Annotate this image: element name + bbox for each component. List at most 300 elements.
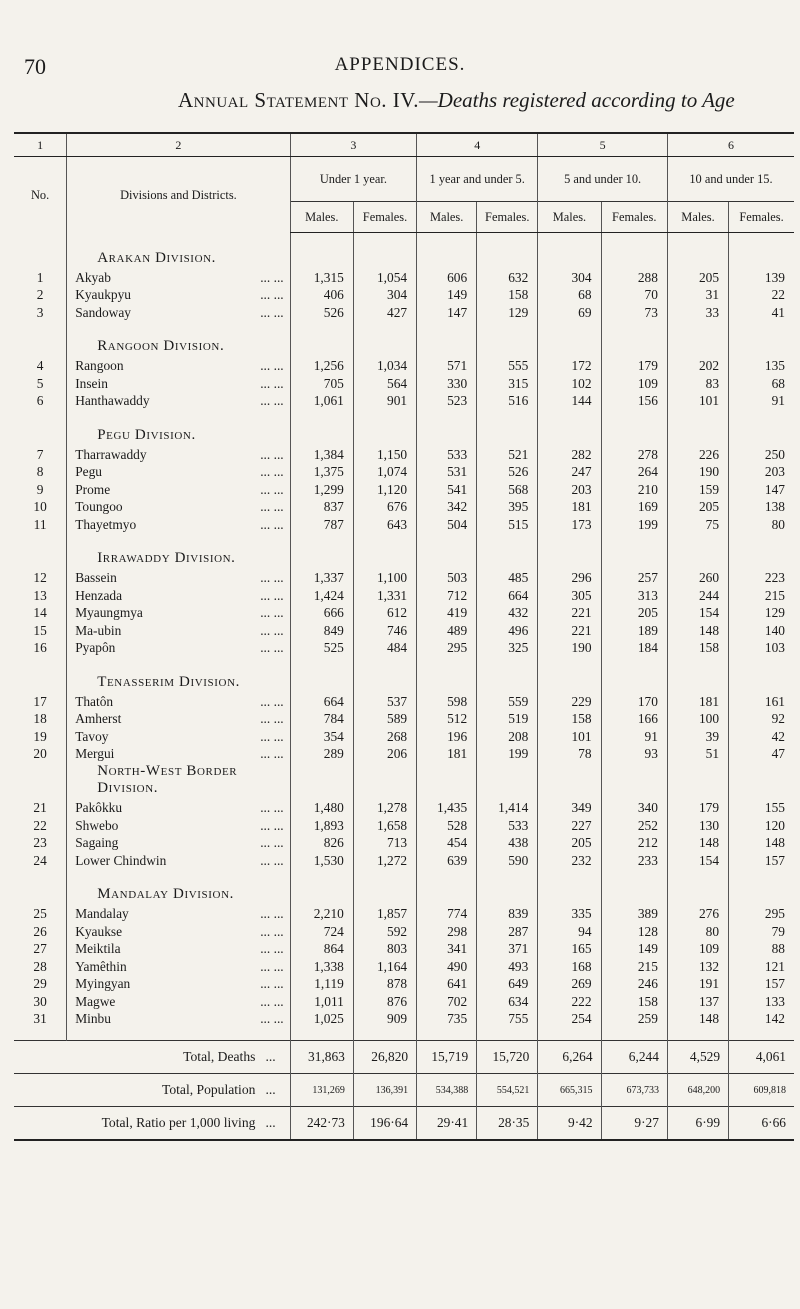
value-cell: 148 [667,622,728,640]
no-cell [14,534,67,570]
males-header: Males. [290,202,353,233]
value-cell: 181 [667,693,728,711]
district-name: Mergui [75,746,115,762]
value-cell: 713 [353,835,416,853]
value-cell: 130 [667,817,728,835]
empty-cell [14,1028,67,1041]
leader-dots-wrap [260,711,289,727]
value-cell: 1,893 [290,817,353,835]
total-value-cell: 665,315 [538,1074,601,1107]
district-row [14,852,794,870]
leader-dots: ... ... [260,711,284,727]
value-cell: 165 [538,941,601,959]
value-cell: 1,150 [353,446,416,464]
value-cell: 612 [353,605,416,623]
empty-cell [417,657,477,693]
value-cell: 592 [353,923,416,941]
total-value-cell: 673,733 [601,1074,667,1107]
district-name: Myingyan [75,976,131,992]
row-number: 22 [33,817,47,833]
value-cell: 252 [601,817,667,835]
value-cell: 489 [417,622,477,640]
row-number: 5 [36,375,44,391]
total-value-cell: 242·73 [290,1107,353,1141]
value-cell: 1,530 [290,852,353,870]
value-cell: 199 [601,516,667,534]
district-row [14,393,794,411]
district-name: Sandoway [75,304,131,320]
leader-dots: ... ... [260,693,284,709]
district-row [14,481,794,499]
leader-dots: ... [265,1115,276,1130]
division-name: Pegu Division. [67,410,290,446]
value-cell: 1,480 [290,800,353,818]
value-cell: 172 [538,358,601,376]
value-cell: 354 [290,728,353,746]
value-cell: 120 [729,817,794,835]
district-row [14,587,794,605]
value-cell: 94 [538,923,601,941]
value-cell: 664 [290,693,353,711]
district-cell [67,852,290,870]
value-cell: 349 [538,800,601,818]
district-cell [67,358,290,376]
value-cell: 282 [538,446,601,464]
value-cell: 269 [538,976,601,994]
value-cell: 68 [729,375,794,393]
value-cell: 158 [477,287,538,305]
district-name: Tavoy [75,728,109,744]
value-cell: 233 [601,852,667,870]
leader-dots-wrap [260,287,289,303]
empty-cell [290,534,353,570]
row-number: 16 [33,640,47,656]
running-head: APPENDICES. [334,54,466,75]
value-cell: 1,338 [290,958,353,976]
leader-dots-wrap [260,694,289,710]
total-value-cell: 15,719 [417,1041,477,1074]
empty-cell [290,1028,353,1041]
row-number: 15 [33,622,47,638]
value-cell: 909 [353,1011,416,1029]
district-name: Amherst [75,711,122,727]
district-row [14,499,794,517]
value-cell: 250 [729,446,794,464]
value-cell: 876 [353,993,416,1011]
leader-dots: ... ... [260,481,284,497]
row-number: 26 [33,923,47,939]
leader-dots-wrap [260,959,289,975]
empty-cell [538,1028,601,1041]
row-number: 19 [33,728,47,744]
row-number: 29 [33,976,47,992]
row-number: 12 [33,570,47,586]
empty-cell [477,410,538,446]
total-value-cell: 4,529 [667,1041,728,1074]
value-cell: 568 [477,481,538,499]
value-cell: 1,256 [290,358,353,376]
division-heading-row [14,233,794,270]
district-name: Henzada [75,587,123,603]
value-cell: 516 [477,393,538,411]
leader-dots-wrap [260,746,289,762]
empty-cell [538,322,601,358]
division-heading-row [14,657,794,693]
value-cell: 496 [477,622,538,640]
value-cell: 169 [601,499,667,517]
district-row [14,817,794,835]
females-header: Females. [601,202,667,233]
value-cell: 205 [538,835,601,853]
value-cell: 643 [353,516,416,534]
value-cell: 878 [353,976,416,994]
district-cell [67,570,290,588]
row-number: 8 [36,464,44,480]
district-row [14,693,794,711]
district-cell [67,304,290,322]
district-cell [67,640,290,658]
value-cell: 559 [477,693,538,711]
empty-cell [729,657,794,693]
value-cell: 79 [729,923,794,941]
value-cell: 157 [729,852,794,870]
leader-dots-wrap [260,924,289,940]
district-row [14,923,794,941]
empty-cell [601,657,667,693]
total-value-cell: 6·66 [729,1107,794,1141]
empty-cell [729,322,794,358]
district-row [14,358,794,376]
leader-dots: ... ... [260,304,284,320]
value-cell: 839 [477,906,538,924]
value-cell: 212 [601,835,667,853]
leader-dots-wrap [260,835,289,851]
total-value-cell: 9·42 [538,1107,601,1141]
value-cell: 70 [601,287,667,305]
value-cell: 371 [477,941,538,959]
no-cell [14,870,67,906]
total-value-cell: 136,391 [353,1074,416,1107]
leader-dots-wrap [260,853,289,869]
district-row [14,800,794,818]
value-cell: 179 [601,358,667,376]
value-cell: 158 [601,993,667,1011]
value-cell: 1,337 [290,570,353,588]
value-cell: 129 [477,304,538,322]
value-cell: 161 [729,693,794,711]
value-cell: 735 [417,1011,477,1029]
value-cell: 137 [667,993,728,1011]
value-cell: 139 [729,269,794,287]
value-cell: 191 [667,976,728,994]
no-header: No. [30,187,50,202]
value-cell: 1,278 [353,800,416,818]
column-number: 3 [290,133,416,157]
value-cell: 305 [538,587,601,605]
row-number: 25 [33,906,47,922]
value-cell: 244 [667,587,728,605]
leader-dots: ... ... [260,941,284,957]
value-cell: 159 [667,481,728,499]
row-number: 21 [33,800,47,816]
district-row [14,906,794,924]
value-cell: 75 [667,516,728,534]
empty-cell [667,233,728,270]
leader-dots: ... [265,1082,276,1097]
value-cell: 787 [290,516,353,534]
value-cell: 641 [417,976,477,994]
empty-cell [667,1028,728,1041]
spacer-row [14,1028,794,1041]
row-number: 14 [33,605,47,621]
district-cell [67,993,290,1011]
value-cell: 606 [417,269,477,287]
total-row [14,1107,794,1141]
value-cell: 296 [538,570,601,588]
value-cell: 1,164 [353,958,416,976]
leader-dots: ... ... [260,499,284,515]
value-cell: 849 [290,622,353,640]
value-cell: 158 [667,640,728,658]
females-header: Females. [353,202,416,233]
value-cell: 315 [477,375,538,393]
leader-dots-wrap [260,818,289,834]
value-cell: 503 [417,570,477,588]
district-cell [67,481,290,499]
district-row [14,941,794,959]
row-number: 23 [33,835,47,851]
value-cell: 144 [538,393,601,411]
value-cell: 803 [353,941,416,959]
leader-dots: ... ... [260,622,284,638]
empty-cell [538,233,601,270]
value-cell: 199 [477,746,538,764]
district-row [14,446,794,464]
value-cell: 41 [729,304,794,322]
value-cell: 170 [601,693,667,711]
empty-cell [601,870,667,906]
value-cell: 88 [729,941,794,959]
district-row [14,728,794,746]
row-number: 9 [36,481,44,497]
leader-dots-wrap [260,588,289,604]
value-cell: 490 [417,958,477,976]
value-cell: 837 [290,499,353,517]
leader-dots-wrap [260,358,289,374]
empty-cell [417,322,477,358]
empty-cell [667,870,728,906]
value-cell: 1,331 [353,587,416,605]
district-name: Lower Chindwin [75,852,167,868]
value-cell: 260 [667,570,728,588]
leader-dots: ... ... [260,570,284,586]
empty-cell [667,410,728,446]
row-number: 30 [33,993,47,1009]
no-cell [14,763,67,800]
value-cell: 774 [417,906,477,924]
column-number: 6 [667,133,794,157]
value-cell: 649 [477,976,538,994]
value-cell: 1,272 [353,852,416,870]
value-cell: 80 [667,923,728,941]
value-cell: 205 [601,605,667,623]
leader-dots-wrap [260,305,289,321]
division-name: North-West Border Division. [67,763,290,800]
district-name: Magwe [75,993,116,1009]
leader-dots: ... ... [260,446,284,462]
no-cell [14,657,67,693]
total-value-cell: 31,863 [290,1041,353,1074]
value-cell: 528 [417,817,477,835]
row-number: 11 [33,516,47,532]
value-cell: 664 [477,587,538,605]
empty-cell [290,657,353,693]
row-number: 17 [33,693,47,709]
value-cell: 73 [601,304,667,322]
division-name: Rangoon Division. [67,322,290,358]
value-cell: 154 [667,605,728,623]
group-header: Under 1 year. [290,157,416,202]
total-value-cell: 9·27 [601,1107,667,1141]
district-row [14,304,794,322]
no-cell [14,410,67,446]
leader-dots: ... ... [260,728,284,744]
value-cell: 313 [601,587,667,605]
value-cell: 166 [601,711,667,729]
value-cell: 454 [417,835,477,853]
value-cell: 325 [477,640,538,658]
empty-cell [353,870,416,906]
value-cell: 223 [729,570,794,588]
leader-dots: ... ... [260,746,284,762]
value-cell: 69 [538,304,601,322]
leader-dots: ... ... [260,817,284,833]
total-value-cell: 26,820 [353,1041,416,1074]
leader-dots: ... ... [260,993,284,1009]
value-cell: 525 [290,640,353,658]
leader-dots-wrap [260,906,289,922]
value-cell: 1,299 [290,481,353,499]
district-cell [67,728,290,746]
empty-cell [353,534,416,570]
value-cell: 1,011 [290,993,353,1011]
district-row [14,622,794,640]
value-cell: 1,034 [353,358,416,376]
empty-cell [290,763,353,800]
district-name: Akyab [75,269,111,285]
value-cell: 205 [667,269,728,287]
value-cell: 676 [353,499,416,517]
deaths-table [14,132,794,1141]
value-cell: 257 [601,570,667,588]
value-cell: 39 [667,728,728,746]
value-cell: 526 [290,304,353,322]
leader-dots: ... ... [260,800,284,816]
empty-cell [290,322,353,358]
district-row [14,269,794,287]
district-name: Pegu [75,464,102,480]
leader-dots: ... ... [260,269,284,285]
value-cell: 1,435 [417,800,477,818]
value-cell: 221 [538,605,601,623]
total-value-cell: 554,521 [477,1074,538,1107]
value-cell: 22 [729,287,794,305]
empty-cell [538,534,601,570]
row-number: 6 [36,393,44,409]
value-cell: 634 [477,993,538,1011]
empty-cell [601,410,667,446]
value-cell: 148 [667,835,728,853]
empty-cell [290,233,353,270]
value-cell: 419 [417,605,477,623]
empty-cell [601,1028,667,1041]
district-cell [67,269,290,287]
leader-dots-wrap [260,623,289,639]
total-row [14,1041,794,1074]
empty-cell [417,763,477,800]
row-number: 2 [36,287,44,303]
empty-cell [417,534,477,570]
empty-cell [729,763,794,800]
empty-cell [477,322,538,358]
value-cell: 427 [353,304,416,322]
value-cell: 121 [729,958,794,976]
district-row [14,640,794,658]
district-name: Tharrawaddy [75,446,147,462]
value-cell: 140 [729,622,794,640]
district-name: Pakôkku [75,800,123,816]
district-name: Sagaing [75,835,119,851]
value-cell: 91 [601,728,667,746]
leader-dots-wrap [260,270,289,286]
division-heading-row [14,322,794,358]
total-label-text: Total, Deaths [183,1049,256,1064]
value-cell: 190 [538,640,601,658]
value-cell: 190 [667,464,728,482]
value-cell: 484 [353,640,416,658]
empty-cell [67,1028,290,1041]
value-cell: 148 [667,1011,728,1029]
statement-title [178,88,735,113]
district-cell [67,605,290,623]
row-number: 4 [36,358,44,374]
total-value-cell: 4,061 [729,1041,794,1074]
column-number: 4 [417,133,538,157]
district-row [14,570,794,588]
total-value-cell: 6,244 [601,1041,667,1074]
value-cell: 229 [538,693,601,711]
value-cell: 215 [729,587,794,605]
value-cell: 531 [417,464,477,482]
value-cell: 184 [601,640,667,658]
empty-cell [290,870,353,906]
total-value-cell: 28·35 [477,1107,538,1141]
leader-dots-wrap [260,393,289,409]
value-cell: 203 [729,464,794,482]
leader-dots: ... ... [260,958,284,974]
district-cell [67,622,290,640]
value-cell: 632 [477,269,538,287]
value-cell: 395 [477,499,538,517]
value-cell: 341 [417,941,477,959]
value-cell: 128 [601,923,667,941]
leader-dots-wrap [260,976,289,992]
empty-cell [601,233,667,270]
empty-cell [601,763,667,800]
males-header: Males. [417,202,477,233]
value-cell: 173 [538,516,601,534]
row-number: 10 [33,499,47,515]
